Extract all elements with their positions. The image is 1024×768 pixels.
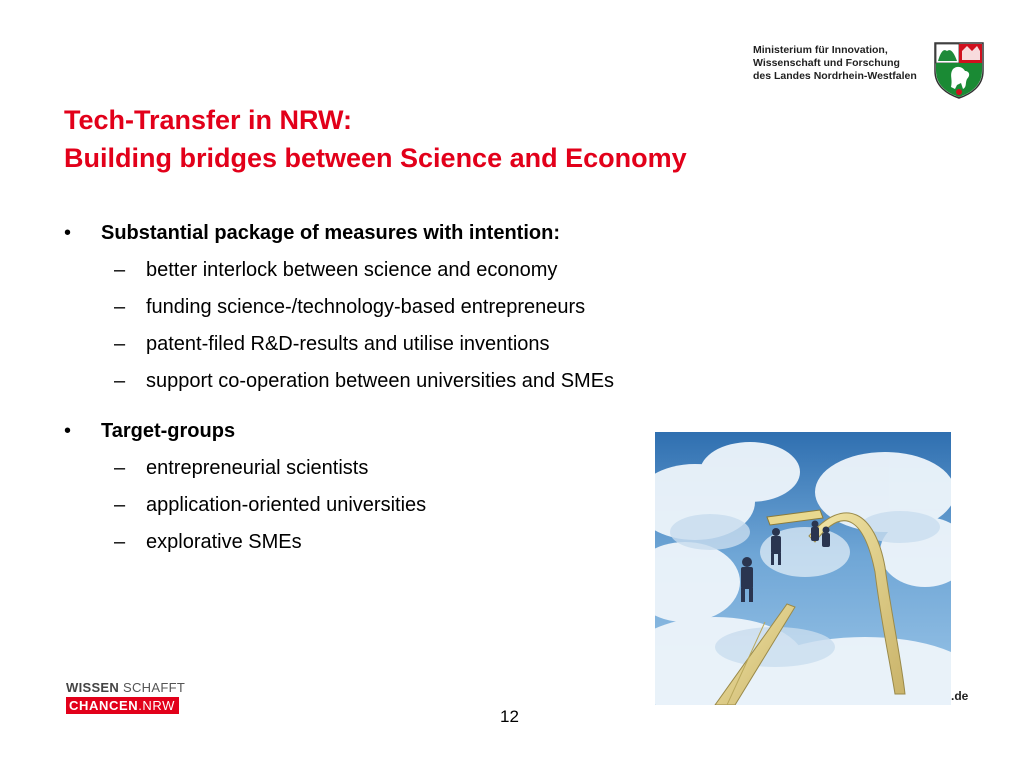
page-number: 12 bbox=[500, 707, 519, 726]
ministry-line-3: des Landes Nordrhein-Westfalen bbox=[753, 70, 917, 82]
logo-word-nrw: .NRW bbox=[138, 698, 176, 713]
title-line-1: Tech-Transfer in NRW: bbox=[64, 105, 353, 135]
dash-icon: – bbox=[114, 370, 126, 392]
dash-icon: – bbox=[114, 457, 126, 479]
bullet-heading bbox=[64, 220, 784, 246]
sub-bullet-text: better interlock between science and economy bbox=[146, 259, 558, 281]
title-line-2: Building bridges between Science and Economy bbox=[64, 143, 687, 173]
logo-line-1 bbox=[66, 680, 185, 696]
dash-icon: – bbox=[114, 531, 126, 553]
ministry-line-1: Ministerium für Innovation, bbox=[753, 44, 888, 56]
logo-line-2 bbox=[66, 697, 179, 714]
sub-bullet-text: patent-filed R&D-results and utilise inventions bbox=[146, 333, 550, 355]
clouds-bridge-illustration bbox=[655, 432, 951, 705]
sub-bullet-text: funding science-/technology-based entrepreneurs bbox=[146, 296, 586, 318]
dash-icon: – bbox=[114, 296, 126, 318]
sub-bullet bbox=[64, 257, 784, 283]
bullet-icon: • bbox=[64, 222, 72, 244]
dash-icon: – bbox=[114, 494, 126, 516]
wissen-schafft-chancen-logo bbox=[66, 680, 185, 715]
ministry-line-2: Wissenschaft und Forschung bbox=[753, 57, 900, 69]
bullet-heading-text: Substantial package of measures with intention: bbox=[101, 222, 560, 244]
bullet-heading-text: Target-groups bbox=[101, 420, 236, 442]
sub-bullet-text: entrepreneurial scientists bbox=[146, 457, 369, 479]
dash-icon: – bbox=[114, 333, 126, 355]
ministry-name bbox=[753, 44, 917, 83]
sub-bullet-text: application-oriented universities bbox=[146, 494, 427, 516]
sub-bullet bbox=[64, 368, 784, 394]
sub-bullet bbox=[64, 294, 784, 320]
dash-icon: – bbox=[114, 259, 126, 281]
sub-bullet-text: explorative SMEs bbox=[146, 531, 302, 553]
image-caption: .de bbox=[951, 689, 969, 703]
sub-bullet bbox=[64, 331, 784, 357]
slide-title bbox=[64, 101, 687, 177]
logo-word-chancen: CHANCEN bbox=[69, 698, 139, 713]
sub-bullet-text: support co-operation between universities and SMEs bbox=[146, 370, 615, 392]
logo-word-wissen: WISSEN bbox=[66, 680, 120, 695]
bullet-group-measures bbox=[64, 220, 784, 394]
nrw-coat-of-arms-icon bbox=[933, 41, 985, 99]
bullet-icon: • bbox=[64, 420, 72, 442]
logo-word-schafft: SCHAFFT bbox=[123, 680, 186, 695]
